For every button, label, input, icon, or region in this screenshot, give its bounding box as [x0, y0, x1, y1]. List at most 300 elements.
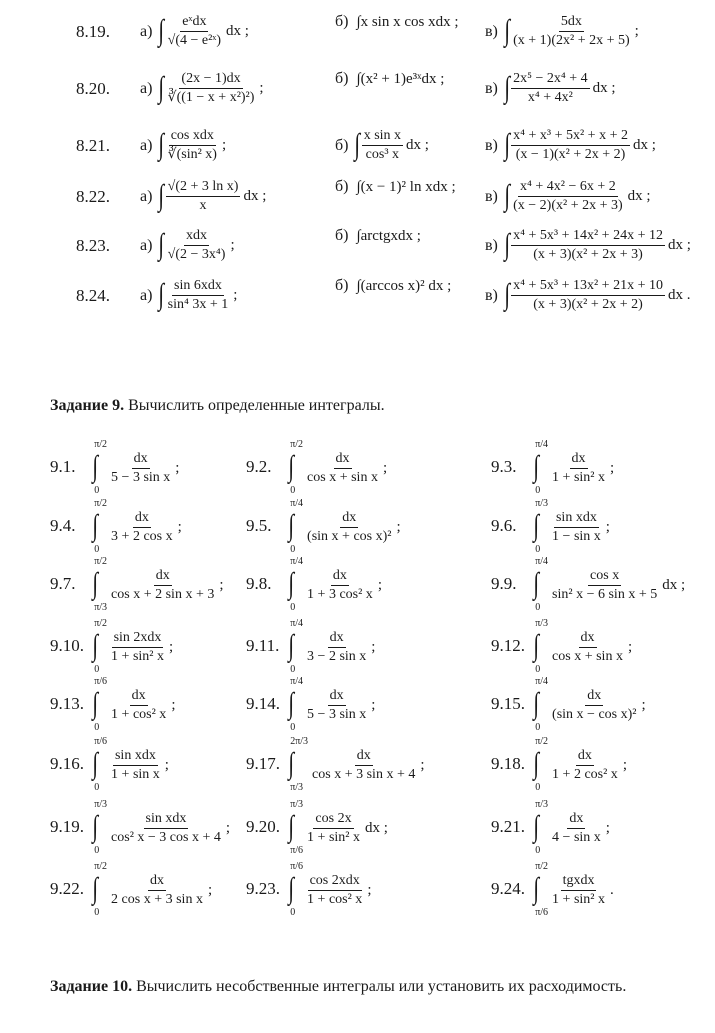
fraction — [166, 13, 223, 50]
upper-limit: π/4 — [290, 556, 304, 567]
numerator: dx — [579, 629, 597, 648]
suffix: dx ; — [592, 80, 616, 96]
integral-sign-icon: ∫ — [92, 687, 98, 720]
lower-limit: 0 — [290, 544, 296, 555]
lower-limit: π/6 — [290, 845, 304, 856]
integral-sign-icon: ∫ — [92, 567, 98, 600]
integral-sign-icon: ∫ — [354, 127, 361, 161]
integral-sign-icon: ∫ — [504, 178, 510, 212]
definite-integral — [92, 499, 182, 555]
problem-part-c — [485, 13, 639, 50]
integral-sign-icon: ∫ — [533, 810, 539, 843]
suffix: ; — [233, 287, 238, 303]
integral-limits — [94, 800, 107, 856]
integral-limits — [535, 862, 548, 918]
integral-limits — [535, 677, 548, 733]
numerator: (2x − 1)dx — [179, 70, 242, 89]
part-label: а) — [140, 22, 153, 40]
problem-part-c — [485, 178, 651, 215]
definite-integral — [288, 619, 375, 675]
problem-number: 8.21. — [76, 136, 110, 155]
fraction — [550, 872, 607, 909]
part-label: б) — [335, 227, 349, 244]
definite-integral — [288, 677, 375, 733]
lower-limit: 0 — [535, 845, 541, 856]
integral-limits — [290, 557, 303, 613]
fraction — [166, 70, 257, 107]
integral-sign-icon: ∫ — [92, 509, 98, 542]
definite-integral — [92, 862, 212, 918]
integral-limits — [290, 619, 303, 675]
integral-sign-icon: ∫ — [158, 127, 165, 161]
problem-number: 9.5. — [246, 516, 272, 535]
suffix: dx ; — [243, 188, 267, 204]
problem-number: 9.6. — [491, 516, 517, 535]
problem-part-b — [335, 127, 429, 164]
part-label: в) — [485, 236, 498, 254]
integral-sign-icon: ∫ — [158, 277, 165, 311]
integral-limits — [94, 440, 107, 496]
upper-limit: π/3 — [535, 498, 549, 509]
numerator: dx — [148, 872, 166, 891]
lower-limit: 0 — [94, 907, 100, 918]
problem-part-c — [485, 277, 690, 314]
upper-limit: π/6 — [94, 676, 108, 687]
lower-limit: π/3 — [94, 602, 108, 613]
denominator: 1 + 3 cos² x — [307, 586, 373, 602]
part-label: б) — [335, 70, 349, 87]
denominator: (x + 3)(x² + 2x + 3) — [533, 247, 643, 262]
definite-integral — [288, 499, 401, 555]
fraction — [511, 70, 590, 107]
problem-number: 9.24. — [491, 879, 525, 898]
suffix: dx . — [667, 287, 691, 303]
numerator: x⁴ + x³ + 5x² + x + 2 — [511, 127, 630, 146]
integral-sign-icon: ∫ — [504, 127, 510, 161]
problem-number: 9.8. — [246, 574, 272, 593]
definite-integral — [92, 677, 175, 733]
problem-part-a — [140, 70, 264, 107]
numerator: dx — [340, 509, 358, 528]
integral-sign-icon: ∫ — [158, 13, 165, 47]
lower-limit: 0 — [290, 602, 296, 613]
expression: ∫(x − 1)² ln xdx ; — [356, 178, 456, 195]
integral-sign-icon: ∫ — [533, 450, 539, 483]
problem-number: 9.16. — [50, 754, 84, 773]
numerator: eˣdx — [180, 13, 208, 32]
suffix: dx ; — [667, 237, 691, 253]
fraction — [166, 227, 228, 264]
upper-limit: π/4 — [535, 556, 549, 567]
numerator: sin 2xdx — [112, 629, 164, 648]
part-label: б) — [335, 178, 349, 195]
upper-limit: π/3 — [535, 799, 549, 810]
fraction — [305, 810, 362, 847]
upper-limit: π/4 — [290, 618, 304, 629]
problem-number: 8.23. — [76, 236, 110, 255]
denominator: 1 + cos² x — [307, 891, 363, 907]
definite-integral — [533, 499, 610, 555]
suffix: ; — [605, 819, 610, 836]
problem-number: 9.11. — [246, 636, 280, 655]
denominator: 3 − 2 sin x — [307, 648, 367, 664]
problem-part-c — [485, 227, 691, 264]
problem-part-c — [485, 127, 656, 164]
problem-part-b — [335, 70, 444, 88]
upper-limit: π/2 — [94, 618, 108, 629]
task10-title: Задание 10. — [50, 978, 133, 995]
definite-integral — [92, 557, 224, 613]
problem-number: 9.10. — [50, 636, 84, 655]
part-label: б) — [335, 136, 349, 154]
numerator: tgxdx — [561, 872, 597, 891]
integral-sign-icon: ∫ — [158, 178, 165, 212]
integral-limits — [94, 499, 107, 555]
numerator: dx — [355, 747, 373, 766]
numerator: dx — [567, 810, 585, 829]
upper-limit: π/4 — [535, 676, 549, 687]
suffix: ; — [207, 881, 213, 898]
part-label: в) — [485, 22, 498, 40]
denominator: cos x + sin x — [307, 469, 378, 485]
suffix: ; — [641, 696, 646, 713]
lower-limit: 0 — [535, 544, 541, 555]
suffix: ; — [230, 237, 235, 253]
lower-limit: 0 — [94, 782, 100, 793]
problem-number: 9.21. — [491, 817, 525, 836]
problem-part-b — [335, 227, 421, 245]
lower-limit: 0 — [535, 782, 541, 793]
fraction — [109, 687, 168, 724]
denominator: (x + 1)(2x² + 2x + 5) — [513, 33, 630, 48]
suffix: ; — [371, 696, 376, 713]
numerator: dx — [154, 567, 172, 586]
upper-limit: π/3 — [535, 618, 549, 629]
numerator: dx — [328, 687, 346, 706]
integral-limits — [290, 499, 303, 555]
definite-integral — [288, 440, 387, 496]
numerator: dx — [570, 450, 588, 469]
integral-limits — [290, 737, 308, 793]
numerator: dx — [585, 687, 603, 706]
problem-part-c — [485, 70, 616, 107]
fraction — [305, 509, 393, 546]
fraction — [109, 810, 223, 847]
denominator: (x + 3)(x² + 2x + 2) — [533, 297, 643, 312]
denominator: (sin x − cos x)² — [552, 706, 637, 722]
fraction — [109, 629, 166, 666]
fraction — [109, 450, 172, 487]
lower-limit: 0 — [535, 602, 541, 613]
upper-limit: π/3 — [290, 799, 304, 810]
denominator: cos² x − 3 cos x + 4 — [111, 829, 221, 845]
numerator: x⁴ + 5x³ + 14x² + 24x + 12 — [511, 227, 665, 246]
upper-limit: π/2 — [94, 861, 108, 872]
part-label: б) — [335, 13, 349, 30]
integral-limits — [535, 557, 548, 613]
task9-heading — [50, 397, 385, 415]
definite-integral — [288, 800, 388, 856]
part-label: а) — [140, 79, 153, 97]
upper-limit: π/2 — [94, 439, 108, 450]
integral-sign-icon: ∫ — [504, 277, 510, 311]
denominator: 1 + sin² x — [111, 648, 164, 664]
integral-sign-icon: ∫ — [288, 629, 294, 662]
suffix: dx ; — [406, 137, 429, 153]
fraction — [511, 127, 630, 164]
integral-limits — [535, 499, 548, 555]
fraction — [109, 567, 216, 604]
upper-limit: π/2 — [290, 439, 304, 450]
numerator: xdx — [184, 227, 209, 246]
fraction — [305, 687, 368, 724]
denominator: 2 cos x + 3 sin x — [111, 891, 203, 907]
definite-integral — [288, 737, 425, 793]
suffix: ; — [622, 756, 627, 773]
denominator: sin⁴ 3x + 1 — [167, 297, 229, 312]
suffix: ; — [609, 459, 615, 476]
upper-limit: π/2 — [94, 556, 108, 567]
problem-number: 9.12. — [491, 636, 525, 655]
denominator: 5 − 3 sin x — [111, 469, 171, 485]
problem-part-b — [335, 13, 459, 31]
suffix: ; — [164, 756, 169, 773]
definite-integral — [288, 862, 371, 918]
numerator: dx — [576, 747, 594, 766]
integral-limits — [94, 862, 107, 918]
integral-sign-icon: ∫ — [92, 872, 98, 905]
integral-sign-icon: ∫ — [504, 70, 510, 104]
definite-integral — [92, 737, 169, 793]
integral-sign-icon: ∫ — [288, 872, 294, 905]
definite-integral — [288, 557, 382, 613]
suffix: dx ; — [662, 576, 686, 593]
part-label: в) — [485, 79, 498, 97]
integral-sign-icon: ∫ — [288, 687, 294, 720]
denominator: √(4 − e²ˣ) — [167, 33, 222, 48]
denominator: (x − 1)(x² + 2x + 2) — [515, 147, 626, 162]
problem-part-a — [140, 178, 266, 215]
problem-number: 9.7. — [50, 574, 76, 593]
integral-limits — [290, 677, 303, 733]
problem-part-b — [335, 178, 456, 196]
definite-integral — [533, 800, 610, 856]
denominator: 1 + sin² x — [552, 891, 605, 907]
suffix: ; — [177, 518, 182, 535]
denominator: cos³ x — [365, 147, 400, 162]
integral-limits — [290, 862, 303, 918]
problem-number: 8.24. — [76, 286, 110, 305]
suffix: ; — [371, 638, 376, 655]
problem-number: 9.13. — [50, 694, 84, 713]
suffix: ; — [171, 696, 176, 713]
fraction — [305, 567, 375, 604]
suffix: ; — [168, 638, 174, 655]
integral-sign-icon: ∫ — [533, 872, 539, 905]
problem-number: 9.19. — [50, 817, 84, 836]
part-label: а) — [140, 136, 153, 154]
definite-integral — [533, 557, 685, 613]
denominator: cos x + 3 sin x + 4 — [312, 766, 416, 782]
definite-integral — [533, 677, 646, 733]
integral-sign-icon: ∫ — [92, 747, 98, 780]
fraction — [310, 747, 417, 784]
problem-number: 9.18. — [491, 754, 525, 773]
numerator: x⁴ + 5x³ + 13x² + 21x + 10 — [511, 277, 665, 296]
suffix: ; — [367, 881, 372, 898]
integral-sign-icon: ∫ — [504, 227, 510, 261]
integral-sign-icon: ∫ — [533, 567, 539, 600]
fraction — [362, 127, 403, 164]
lower-limit: 0 — [290, 485, 296, 496]
definite-integral — [92, 619, 173, 675]
integral-sign-icon: ∫ — [533, 509, 539, 542]
integral-sign-icon: ∫ — [92, 629, 98, 662]
numerator: x⁴ + 4x² − 6x + 2 — [518, 178, 618, 197]
problem-part-a — [140, 127, 226, 164]
integral-sign-icon: ∫ — [288, 747, 294, 780]
fraction — [550, 629, 625, 666]
integral-sign-icon: ∫ — [288, 509, 294, 542]
problem-number: 9.2. — [246, 457, 272, 476]
problem-number: 9.17. — [246, 754, 280, 773]
denominator: 1 + sin² x — [307, 829, 360, 845]
numerator: cos xdx — [169, 127, 216, 146]
denominator: 4 − sin x — [552, 829, 601, 845]
fraction — [305, 629, 368, 666]
part-label: б) — [335, 277, 349, 294]
integral-sign-icon: ∫ — [533, 747, 539, 780]
numerator: dx — [328, 629, 346, 648]
denominator: √(2 − 3x⁴) — [167, 247, 226, 262]
suffix: ; — [396, 518, 401, 535]
lower-limit: 0 — [535, 485, 541, 496]
problem-part-b — [335, 277, 451, 295]
problem-number: 9.22. — [50, 879, 84, 898]
part-label: в) — [485, 136, 498, 154]
fraction — [109, 872, 205, 909]
numerator: dx — [331, 567, 349, 586]
integral-limits — [535, 737, 548, 793]
numerator: sin xdx — [554, 509, 599, 528]
fraction — [550, 509, 603, 546]
fraction — [511, 277, 665, 314]
integral-sign-icon: ∫ — [504, 13, 510, 47]
problem-part-a — [140, 227, 235, 264]
numerator: x sin x — [362, 127, 403, 146]
part-label: а) — [140, 286, 153, 304]
fraction — [511, 178, 625, 215]
suffix: ; — [259, 80, 264, 96]
integral-limits — [94, 737, 107, 793]
denominator: 1 + cos² x — [111, 706, 167, 722]
expression: ∫(x² + 1)e³ˣdx ; — [356, 70, 445, 87]
numerator: cos x — [588, 567, 621, 586]
suffix: . — [609, 881, 614, 898]
integral-limits — [535, 800, 548, 856]
upper-limit: π/2 — [94, 498, 108, 509]
suffix: ; — [382, 459, 388, 476]
suffix: ; — [175, 459, 180, 476]
fraction — [550, 810, 603, 847]
task10-text: Вычислить несобственные интегралы или установить их расходимость. — [132, 978, 627, 995]
problem-number: 9.15. — [491, 694, 525, 713]
denominator: (x − 2)(x² + 2x + 3) — [513, 198, 623, 213]
part-label: а) — [140, 187, 153, 205]
numerator: 5dx — [559, 13, 584, 32]
numerator: √(2 + 3 ln x) — [166, 178, 241, 197]
upper-limit: π/2 — [535, 736, 549, 747]
integral-limits — [535, 440, 548, 496]
integral-sign-icon: ∫ — [158, 70, 165, 104]
part-label: в) — [485, 286, 498, 304]
problem-part-a — [140, 13, 249, 50]
integral-limits — [290, 800, 303, 856]
fraction — [511, 13, 632, 50]
problem-number: 9.9. — [491, 574, 517, 593]
lower-limit: 0 — [94, 845, 100, 856]
problem-number: 8.22. — [76, 187, 110, 206]
lower-limit: π/3 — [290, 782, 304, 793]
denominator: ∛(sin² x) — [167, 147, 217, 162]
lower-limit: π/6 — [535, 907, 549, 918]
denominator: 1 + sin x — [111, 766, 160, 782]
integral-limits — [290, 440, 303, 496]
denominator: cos x + 2 sin x + 3 — [111, 586, 215, 602]
integral-limits — [94, 557, 107, 613]
problem-number: 8.19. — [76, 22, 110, 41]
fraction — [109, 509, 175, 546]
numerator: sin 6xdx — [172, 277, 224, 296]
numerator: 2x⁵ − 2x⁴ + 4 — [511, 70, 590, 89]
upper-limit: π/6 — [290, 861, 304, 872]
suffix: dx ; — [364, 819, 388, 836]
lower-limit: 0 — [535, 722, 541, 733]
denominator: 1 + 2 cos² x — [552, 766, 618, 782]
numerator: dx — [334, 450, 352, 469]
upper-limit: π/3 — [94, 799, 108, 810]
upper-limit: π/6 — [94, 736, 108, 747]
task9-text: Вычислить определенные интегралы. — [124, 397, 385, 414]
definite-integral — [533, 737, 627, 793]
upper-limit: 2π/3 — [290, 736, 309, 747]
suffix: ; — [605, 518, 610, 535]
denominator: ∛((1 − x + x²)²) — [167, 90, 255, 105]
integral-sign-icon: ∫ — [92, 450, 98, 483]
denominator: x — [199, 198, 207, 213]
definite-integral — [92, 440, 179, 496]
fraction — [109, 747, 162, 784]
numerator: dx — [132, 450, 150, 469]
denominator: 1 + sin² x — [552, 469, 605, 485]
lower-limit: 0 — [94, 544, 100, 555]
numerator: sin xdx — [144, 810, 189, 829]
part-label: а) — [140, 236, 153, 254]
integral-sign-icon: ∫ — [533, 629, 539, 662]
numerator: sin xdx — [113, 747, 158, 766]
lower-limit: 0 — [290, 664, 296, 675]
suffix: ; — [219, 576, 224, 593]
definite-integral — [533, 440, 614, 496]
suffix: ; — [377, 576, 382, 593]
denominator: x⁴ + 4x² — [527, 90, 573, 105]
suffix: dx ; — [627, 188, 651, 204]
numerator: dx — [130, 687, 148, 706]
integral-limits — [535, 619, 548, 675]
integral-limits — [94, 677, 107, 733]
numerator: dx — [133, 509, 151, 528]
fraction — [166, 127, 219, 164]
